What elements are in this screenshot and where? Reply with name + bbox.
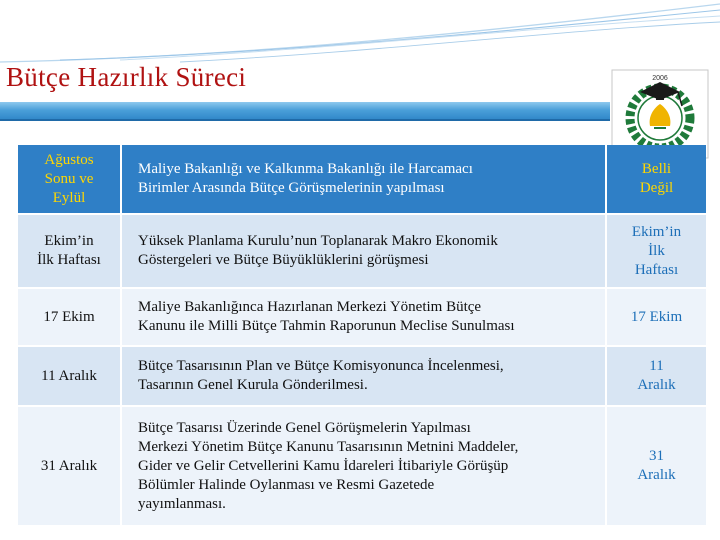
table-row — [18, 346, 706, 406]
date-cell: 11 Aralık — [18, 346, 121, 406]
table-row — [18, 406, 706, 526]
status-cell: Belli Değil — [606, 145, 706, 214]
status-cell: 11 Aralık — [606, 346, 706, 406]
title-underline-bar — [0, 102, 610, 120]
status-cell: Ekim’in İlk Haftası — [606, 214, 706, 288]
budget-process-table — [18, 145, 706, 527]
date-cell: 17 Ekim — [18, 288, 121, 346]
description-cell: Bütçe Tasarısı Üzerinde Genel Görüşmelerin Yapılması Merkezi Yönetim Bütçe Kanunu Tasarısının Metnini Maddeler, Gider ve Gelir Cetvellerini Kamu İdareleri İtibariyle Görüşüp Bölümler Halinde Oylanması ve Resmi Gazetede yayımlanması. — [121, 406, 606, 526]
logo-year-text: 2006 — [652, 75, 668, 82]
slide-title: Bütçe Hazırlık Süreci — [6, 62, 247, 92]
title-underline-line — [0, 119, 610, 121]
table-row — [18, 145, 706, 214]
date-cell: Ağustos Sonu ve Eylül — [18, 145, 121, 214]
table-row — [18, 214, 706, 288]
date-cell: Ekim’in İlk Haftası — [18, 214, 121, 288]
date-cell: 31 Aralık — [18, 406, 121, 526]
description-cell: Maliye Bakanlığınca Hazırlanan Merkezi Yönetim Bütçe Kanunu ile Milli Bütçe Tahmin Raporunun Meclise Sunulması — [121, 288, 606, 346]
description-cell: Yüksek Planlama Kurulu’nun Toplanarak Makro Ekonomik Göstergeleri ve Bütçe Büyüklüklerini görüşmesi — [121, 214, 606, 288]
header-swoosh-decoration — [0, 0, 720, 70]
description-cell: Bütçe Tasarısının Plan ve Bütçe Komisyonunca İncelenmesi, Tasarının Genel Kurula Gönderilmesi. — [121, 346, 606, 406]
description-cell: Maliye Bakanlığı ve Kalkınma Bakanlığı ile Harcamacı Birimler Arasında Bütçe Görüşmelerinin yapılması — [121, 145, 606, 214]
status-cell: 31 Aralık — [606, 406, 706, 526]
table-row — [18, 288, 706, 346]
status-cell: 17 Ekim — [606, 288, 706, 346]
